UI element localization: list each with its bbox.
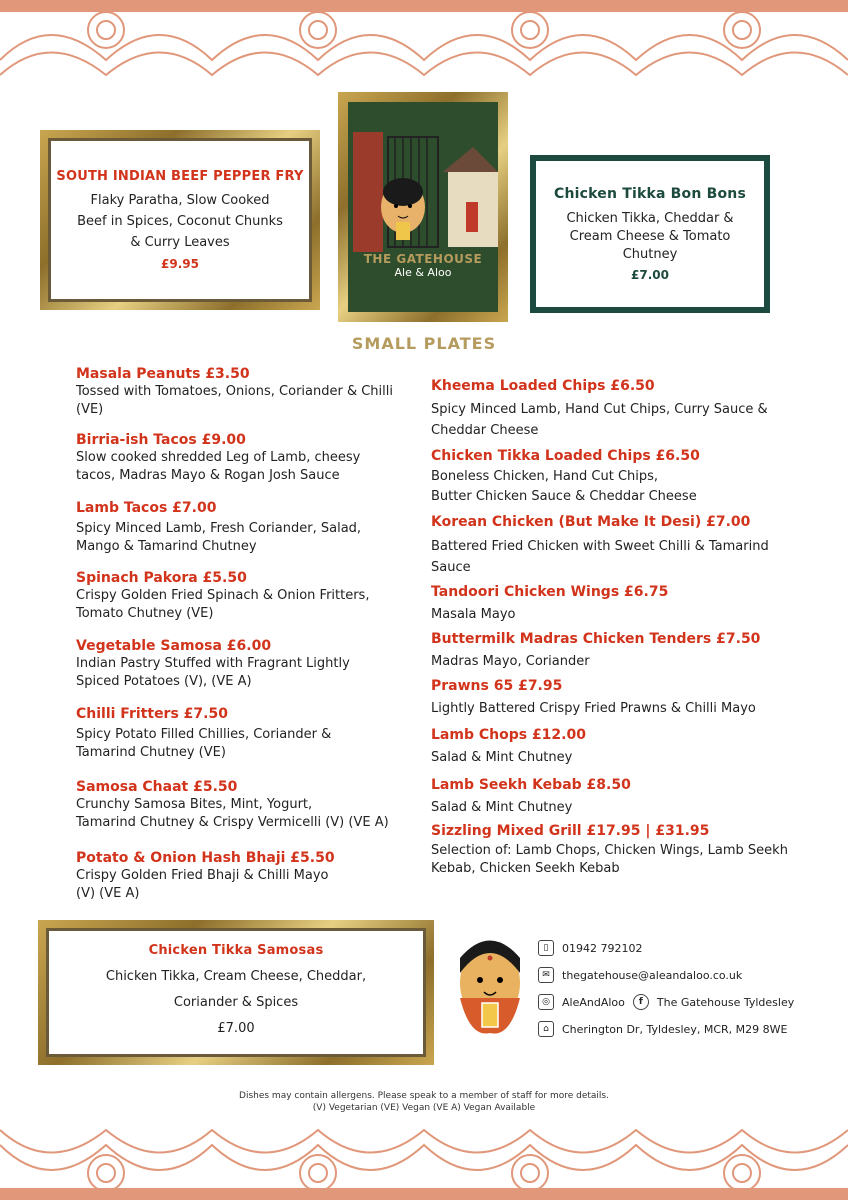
logo-tagline: Ale & Aloo <box>394 266 452 279</box>
menu-item-title: Kheema Loaded Chips £6.50 <box>431 378 655 394</box>
menu-item-title: Tandoori Chicken Wings £6.75 <box>431 584 669 600</box>
menu-item-title: Lamb Seekh Kebab £8.50 <box>431 777 631 793</box>
featured-card-bottom <box>38 920 434 1065</box>
featured-card-left <box>40 130 320 310</box>
menu-item <box>431 513 801 578</box>
menu-item-desc: Crispy Golden Fried Bhaji & Chilli Mayo <box>76 868 329 883</box>
email-icon: ✉ <box>538 967 554 983</box>
menu-item-desc: Crunchy Samosa Bites, Mint, Yogurt, <box>76 797 313 812</box>
home-icon: ⌂ <box>538 1021 554 1037</box>
menu-item-desc: Indian Pastry Stuffed with Fragrant Lightly <box>76 656 350 671</box>
featured-left-desc2: Beef in Spices, Coconut Chunks <box>77 214 283 229</box>
menu-item-desc: Tossed with Tomatoes, Onions, Coriander & Chilli <box>76 384 393 399</box>
menu-item-desc: Mango & Tamarind Chutney <box>76 539 257 554</box>
menu-item-title: Potato & Onion Hash Bhaji £5.50 <box>76 850 335 866</box>
menu-item <box>431 447 801 507</box>
phone-icon: ▯ <box>538 940 554 956</box>
contact-instagram-text: AleAndAloo <box>562 995 625 1009</box>
contact-email-text: thegatehouse@aleandaloo.co.uk <box>562 968 743 982</box>
menu-item-desc: Spicy Potato Filled Chillies, Coriander & <box>76 727 332 742</box>
menu-item-desc: (VE) <box>76 402 104 417</box>
menu-item-desc: Tamarind Chutney (VE) <box>76 745 226 760</box>
menu-item-desc: Spiced Potatoes (V), (VE A) <box>76 674 252 689</box>
menu-item-title: Chicken Tikka Loaded Chips £6.50 <box>431 448 700 464</box>
contact-address-text: Cherington Dr, Tyldesley, MCR, M29 8WE <box>562 1022 788 1036</box>
featured-left-price: £9.95 <box>161 257 199 271</box>
menu-item-title: Buttermilk Madras Chicken Tenders £7.50 <box>431 631 761 647</box>
menu-item <box>431 776 801 817</box>
menu-item-desc: Cheddar Cheese <box>431 423 539 438</box>
menu-item-title: Sizzling Mixed Grill £17.95 | £31.95 <box>431 823 710 839</box>
contact-email <box>538 967 742 983</box>
menu-item-desc: Tamarind Chutney & Crispy Vermicelli (V) (VE A) <box>76 815 389 830</box>
featured-bottom-price: £7.00 <box>217 1021 255 1036</box>
menu-item <box>431 822 811 878</box>
contact-phone <box>538 940 642 956</box>
menu-item <box>431 377 801 441</box>
menu-item <box>76 499 416 556</box>
menu-item-desc: Salad & Mint Chutney <box>431 800 573 815</box>
contact-address <box>538 1021 787 1037</box>
menu-item-desc: Spicy Minced Lamb, Fresh Coriander, Salad, <box>76 521 362 536</box>
menu-item-title: Lamb Chops £12.00 <box>431 727 586 743</box>
menu-item-title: Korean Chicken (But Make It Desi) £7.00 <box>431 514 751 530</box>
menu-item <box>76 705 416 762</box>
menu-item-desc: Spicy Minced Lamb, Hand Cut Chips, Curry Sauce & <box>431 402 768 417</box>
featured-left-title: SOUTH INDIAN BEEF PEPPER FRY <box>56 169 304 184</box>
menu-item-title: Samosa Chaat £5.50 <box>76 779 238 795</box>
menu-item-desc: Kebab, Chicken Seekh Kebab <box>431 861 620 876</box>
featured-card-right <box>530 155 770 313</box>
diet-key-line: (V) Vegetarian (VE) Vegan (VE A) Vegan Available <box>312 1103 536 1113</box>
instagram-icon: ◎ <box>538 994 554 1010</box>
menu-item-desc: Crispy Golden Fried Spinach & Onion Fritters, <box>76 588 370 603</box>
featured-left-desc1: Flaky Paratha, Slow Cooked <box>90 193 270 208</box>
featured-right-desc1: Chicken Tikka, Cheddar & <box>566 211 734 226</box>
featured-bottom-title: Chicken Tikka Samosas <box>148 943 324 958</box>
featured-bottom-desc2: Coriander & Spices <box>173 995 299 1010</box>
menu-item-title: Spinach Pakora £5.50 <box>76 570 247 586</box>
contact-social <box>538 994 794 1010</box>
featured-right-price: £7.00 <box>631 268 669 282</box>
menu-item-desc: Sauce <box>431 560 471 575</box>
menu-item-desc: (V) (VE A) <box>76 886 140 901</box>
menu-item-title: Birria-ish Tacos £9.00 <box>76 432 246 448</box>
menu-item-desc: Masala Mayo <box>431 607 516 622</box>
menu-item-title: Chilli Fritters £7.50 <box>76 706 228 722</box>
menu-item-desc: Tomato Chutney (VE) <box>76 606 214 621</box>
logo-frame <box>338 92 508 322</box>
menu-item <box>431 677 801 718</box>
contact-phone-text: 01942 792102 <box>562 941 643 955</box>
featured-left-desc3: & Curry Leaves <box>130 235 230 250</box>
menu-item <box>431 726 801 767</box>
menu-item-desc: Butter Chicken Sauce & Cheddar Cheese <box>431 489 697 504</box>
featured-right-desc3: Chutney <box>622 247 678 262</box>
section-title: SMALL PLATES <box>351 334 497 353</box>
mandala-border-top <box>0 0 848 95</box>
menu-item-desc: Slow cooked shredded Leg of Lamb, cheesy <box>76 450 361 465</box>
menu-item-desc: Madras Mayo, Coriander <box>431 654 590 669</box>
menu-item-desc: Boneless Chicken, Hand Cut Chips, <box>431 469 659 484</box>
featured-right-title: Chicken Tikka Bon Bons <box>553 186 747 202</box>
menu-item-desc: Battered Fried Chicken with Sweet Chilli & Tamarind <box>431 539 769 554</box>
mandala-border-bottom <box>0 1105 848 1200</box>
menu-item-title: Vegetable Samosa £6.00 <box>76 638 272 654</box>
menu-item-title: Lamb Tacos £7.00 <box>76 500 217 516</box>
menu-item-desc: Salad & Mint Chutney <box>431 750 573 765</box>
featured-bottom-desc1: Chicken Tikka, Cream Cheese, Cheddar, <box>105 969 367 984</box>
menu-item <box>76 637 416 691</box>
contact-facebook-text: The Gatehouse Tyldesley <box>656 995 795 1009</box>
menu-item <box>76 849 416 903</box>
menu-item-desc: tacos, Madras Mayo & Rogan Josh Sauce <box>76 468 340 483</box>
featured-right-desc2: Cream Cheese & Tomato <box>569 229 731 244</box>
menu-item <box>431 583 801 624</box>
menu-item <box>76 365 416 419</box>
menu-item-title: Masala Peanuts £3.50 <box>76 366 250 382</box>
menu-item-desc: Lightly Battered Crispy Fried Prawns & Chilli Mayo <box>431 701 756 716</box>
menu-item <box>76 569 416 623</box>
menu-item-desc: Selection of: Lamb Chops, Chicken Wings, Lamb Seekh <box>431 843 788 858</box>
facebook-icon: f <box>633 994 649 1010</box>
allergen-line: Dishes may contain allergens. Please speak to a member of staff for more details. <box>239 1091 609 1101</box>
menu-item <box>76 431 416 485</box>
menu-item-title: Prawns 65 £7.95 <box>431 678 563 694</box>
gatehouse-illustration <box>348 102 498 312</box>
menu-item <box>76 778 416 832</box>
menu-item <box>431 630 801 671</box>
logo-name: THE GATEHOUSE <box>363 252 483 266</box>
mascot-illustration <box>450 928 530 1046</box>
